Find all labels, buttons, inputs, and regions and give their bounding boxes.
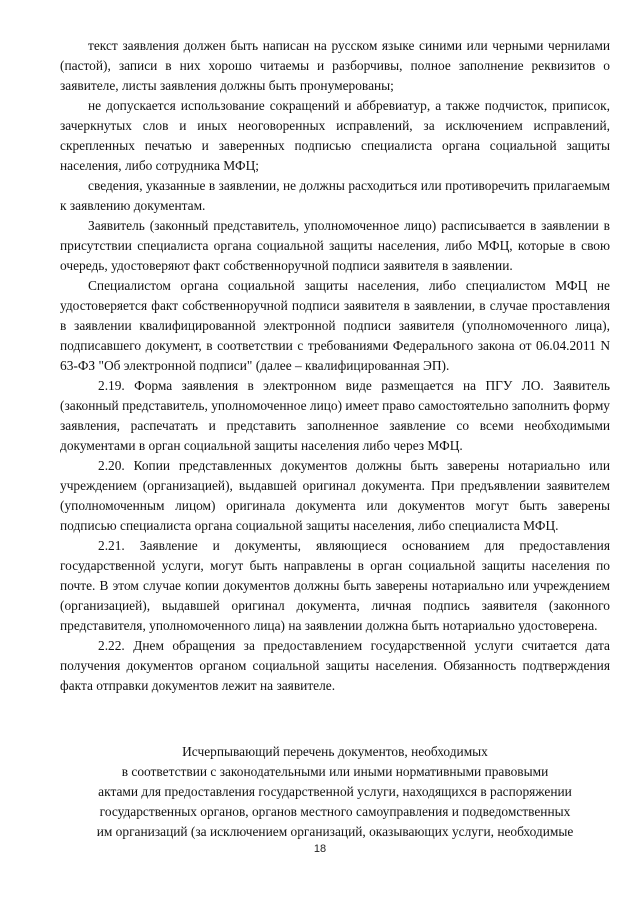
- heading-line: государственных органов, органов местного самоуправления и подведомственных: [99, 804, 571, 819]
- paragraph-signature: Заявитель (законный представитель, уполномоченное лицо) расписывается в заявлении в присутствии специалиста органа социальной защиты населения, либо МФЦ, которые в свою очередь, удостоверяют факт собственноручной подписи заявителя в заявлении.: [60, 218, 610, 273]
- paragraph-2-22: 2.22. Днем обращения за предоставлением государственной услуги считается дата получения документов органом социальной защиты населения. Обязанность подтверждения факта отправки документов лежит на заявителе.: [60, 638, 610, 693]
- heading-line: им организаций (за исключением организаций, оказывающих услуги, необходимые: [96, 824, 574, 839]
- heading-line: Исчерпывающий перечень документов, необходимых: [182, 744, 488, 759]
- paragraph-2-21: 2.21. Заявление и документы, являющиеся основанием для предоставления государственной услуги, могут быть направлены в орган социальной защиты населения по почте. В этом случае копии документов должны быть заверены нотариально или учреждением (организацией), выдавшей оригинал документа, личная подпись заявителя (законного представителя, уполномоченного лица) на заявлении должна быть нотариально удостоверена.: [60, 538, 610, 633]
- page-number: 18: [313, 843, 327, 855]
- heading-line: актами для предоставления государственной услуги, находящихся в распоряжении: [98, 784, 572, 799]
- body-text: [60, 36, 610, 696]
- section-heading: [60, 742, 610, 842]
- heading-line: в соответствии с законодательными или иными нормативными правовыми: [121, 764, 549, 779]
- paragraph-no-abbreviations: не допускается использование сокращений и аббревиатур, а также подчисток, приписок, зачеркнутых слов и иных неоговоренных исправлений, за исключением исправлений, скрепленных печатью и заверенных подписью специалиста органа социальной защиты населения, либо сотрудника МФЦ;: [60, 98, 610, 173]
- paragraph-2-20: 2.20. Копии представленных документов должны быть заверены нотариально или учреждением (организацией), выдавшей оригинал документа. При предъявлении заявителем (уполномоченным лицом) оригинала документа или документов могут быть заверены подписью специалиста органа социальной защиты населения, либо специалиста МФЦ.: [60, 458, 610, 533]
- paragraph-consistency: сведения, указанные в заявлении, не должны расходиться или противоречить прилагаемым к заявлению документам.: [60, 178, 610, 213]
- paragraph-text-requirements: текст заявления должен быть написан на русском языке синими или черными чернилами (пастой), записи в них хорошо читаемы и разборчивы, полное заполнение реквизитов о заявителе, листы заявления должны быть пронумерованы;: [60, 38, 610, 93]
- paragraph-2-19: 2.19. Форма заявления в электронном виде размещается на ПГУ ЛО. Заявитель (законный представитель, уполномоченное лицо) имеет право самостоятельно заполнить форму заявления, распечатать и представить заполненное заявление со всеми необходимыми документами в орган социальной защиты населения либо через МФЦ.: [60, 378, 610, 453]
- paragraph-electronic-signature: Специалистом органа социальной защиты населения, либо специалистом МФЦ не удостоверяется факт собственноручной подписи заявителя в заявлении, в случае проставления в заявлении квалифицированной электронной подписи заявителя (уполномоченного лица), подписавшего документ, в соответствии с требованиями Федерального закона от 06.04.2011 N 63-ФЗ "Об электронной подписи" (далее – квалифицированная ЭП).: [60, 278, 610, 373]
